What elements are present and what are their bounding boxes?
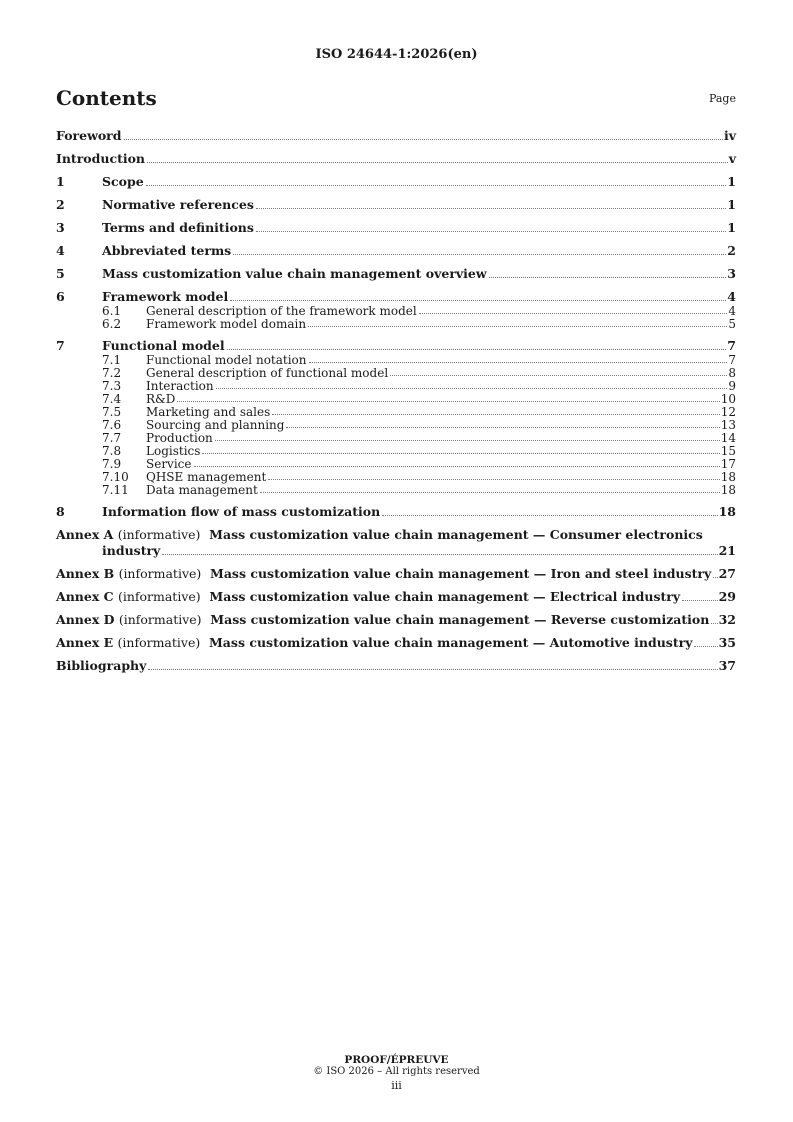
annex-type: (informative) [117,589,201,604]
dot-leader [713,577,717,578]
toc-entry-label: Data management [146,483,258,497]
toc-entry-label: R&D [146,392,176,406]
toc-entry-bibliography[interactable] [56,658,736,674]
toc-entry-page: 10 [720,392,736,406]
dot-leader [216,388,728,389]
toc-entry-number: 6.1 [102,304,122,318]
dot-leader [260,492,720,493]
toc-entry-label: Production [146,431,213,445]
dot-leader [308,326,727,327]
toc-entry-label: QHSE management [146,470,267,484]
toc-entry-label: Framework model domain [146,317,307,331]
toc-entry-introduction[interactable] [56,151,736,167]
dot-leader [230,300,726,301]
toc-entry-number: 6.2 [102,317,122,331]
toc-entry-number: 7.5 [102,405,122,419]
toc-entry-number: 7.8 [102,444,122,458]
toc-entry-normative-references[interactable] [56,197,736,213]
toc-entry-page: 15 [720,444,736,458]
toc-entry-number: 4 [56,243,65,258]
annex-id: Annex A [56,527,114,542]
toc-entry-page: 29 [718,589,736,604]
contents-title: Contents [56,86,157,110]
page-footer [0,1054,793,1092]
dot-leader [124,139,723,140]
toc-entry-label: General description of functional model [146,366,389,380]
toc-entry-page: 2 [727,243,736,258]
annex-title: Mass customization value chain management — Automotive industry [208,635,693,650]
toc-entry-page: 12 [720,405,736,419]
toc-entry-number: 7.2 [102,366,122,380]
proof-label: PROOF/ÉPREUVE [344,1054,449,1066]
annex-id: Annex C [56,589,114,604]
toc-entry-number: 7.1 [102,353,122,367]
toc-entry-terms-and-definitions[interactable] [56,220,736,236]
page-number: iii [391,1079,402,1092]
annex-title-continuation: industry [102,543,161,558]
dot-leader [215,440,720,441]
toc-entry-page: 4 [728,304,736,318]
toc-entry-page: 3 [727,266,736,281]
document-id: ISO 24644-1:2026(en) [315,47,478,62]
dot-leader [711,623,717,624]
toc-entry-label: Service [146,457,192,471]
toc-entry-page: 18 [718,504,736,519]
toc-entry-page: 1 [727,174,736,189]
dot-leader [272,414,719,415]
toc-entry-page: 14 [720,431,736,445]
toc-entry-label: Scope [102,174,144,189]
toc-entry-label: Framework model [102,289,229,304]
toc-entry-number: 3 [56,220,65,235]
toc-entry-page: 8 [728,366,736,380]
toc-entry-abbreviated-terms[interactable] [56,243,736,259]
toc-entry-page: 37 [718,658,736,673]
toc-entry-label: Functional model notation [146,353,307,367]
toc-entry-page: v [728,151,736,166]
copyright-notice: © ISO 2026 – All rights reserved [313,1066,480,1077]
page-column-label: Page [708,92,736,105]
toc-entry-page: 4 [727,289,736,304]
dot-leader [286,427,719,428]
toc-subentry-7-11[interactable] [56,484,736,497]
dot-leader [256,208,726,209]
toc-entry-page: 18 [720,470,736,484]
toc-entry-annex-e[interactable] [56,635,736,651]
toc-entry-page: iv [723,128,736,143]
toc-entry-page: 21 [718,543,736,558]
toc-entry-scope[interactable] [56,174,736,190]
toc-entry-page: 13 [720,418,736,432]
toc-entry-page: 17 [720,457,736,471]
toc-entry-label: Foreword [56,128,122,143]
toc-entry-label: Introduction [56,151,146,166]
dot-leader [382,515,717,516]
dot-leader [419,313,728,314]
annex-id: Annex E [56,635,114,650]
dot-leader [233,254,726,255]
dot-leader [194,466,720,467]
toc-entry-label: General description of the framework model [146,304,417,318]
toc-entry-information-flow[interactable] [56,504,736,520]
toc-entry-annex-a[interactable] [56,527,736,559]
toc-entry-label: Terms and definitions [102,220,254,235]
dot-leader [148,669,717,670]
toc-entry-annex-d[interactable] [56,612,736,628]
toc-entry-label: Functional model [102,338,225,353]
toc-entry-annex-b[interactable] [56,566,736,582]
toc-entry-label: Normative references [102,197,254,212]
dot-leader [147,162,728,163]
toc-entry-label: Mass customization value chain management overview [102,266,487,281]
toc-entry-page: 9 [728,379,736,393]
dot-leader [202,453,719,454]
toc-entry-functional-model[interactable] [56,338,736,354]
dot-leader [162,554,717,555]
toc-entry-annex-c[interactable] [56,589,736,605]
dot-leader [309,362,728,363]
toc-entry-number: 7 [56,338,65,353]
dot-leader [256,231,726,232]
toc-entry-label: Interaction [146,379,214,393]
dot-leader [146,185,727,186]
toc-entry-number: 7.3 [102,379,122,393]
toc-entry-page: 27 [718,566,736,581]
toc-entry-overview[interactable] [56,266,736,282]
annex-type: (informative) [118,566,202,581]
toc-entry-number: 1 [56,174,65,189]
toc-entry-number: 6 [56,289,65,304]
toc-entry-framework-model[interactable] [56,289,736,305]
dot-leader [227,349,727,350]
annex-title: Mass customization value chain management — Reverse customization [210,612,710,627]
toc-entry-page: 5 [728,317,736,331]
toc-entry-page: 7 [727,338,736,353]
toc-entry-page: 35 [718,635,736,650]
toc-entry-number: 7.7 [102,431,122,445]
toc-entry-label: Logistics [146,444,201,458]
toc-entry-number: 7.10 [102,470,129,484]
dot-leader [390,375,727,376]
annex-type: (informative) [117,527,201,542]
toc-entry-number: 7.6 [102,418,122,432]
toc-entry-label: Abbreviated terms [102,243,232,258]
toc-entry-number: 7.11 [102,483,129,497]
dot-leader [489,277,727,278]
toc-entry-page: 1 [727,220,736,235]
annex-id: Annex D [56,612,115,627]
toc-subentry-6-2[interactable] [56,318,736,331]
annex-type: (informative) [118,612,202,627]
toc-entry-label: Bibliography [56,658,147,673]
table-of-contents [56,128,736,674]
toc-entry-label: Marketing and sales [146,405,271,419]
toc-entry-page: 32 [718,612,736,627]
dot-leader [177,401,719,402]
toc-entry-number: 7.9 [102,457,122,471]
toc-entry-page: 18 [720,483,736,497]
toc-entry-foreword[interactable] [56,128,736,144]
dot-leader [682,600,717,601]
toc-entry-page: 7 [728,353,736,367]
toc-entry-number: 2 [56,197,65,212]
toc-entry-label: Information flow of mass customization [102,504,381,519]
dot-leader [268,479,719,480]
toc-entry-number: 8 [56,504,65,519]
toc-entry-number: 7.4 [102,392,122,406]
dot-leader [694,646,717,647]
toc-entry-label: Sourcing and planning [146,418,285,432]
toc-entry-page: 1 [727,197,736,212]
toc-entry-number: 5 [56,266,65,281]
annex-id: Annex B [56,566,115,581]
annex-title: Mass customization value chain management — Electrical industry [209,589,681,604]
annex-type: (informative) [117,635,201,650]
annex-title: Mass customization value chain management — Consumer electronics [209,527,703,542]
annex-title: Mass customization value chain management — Iron and steel industry [210,566,712,581]
